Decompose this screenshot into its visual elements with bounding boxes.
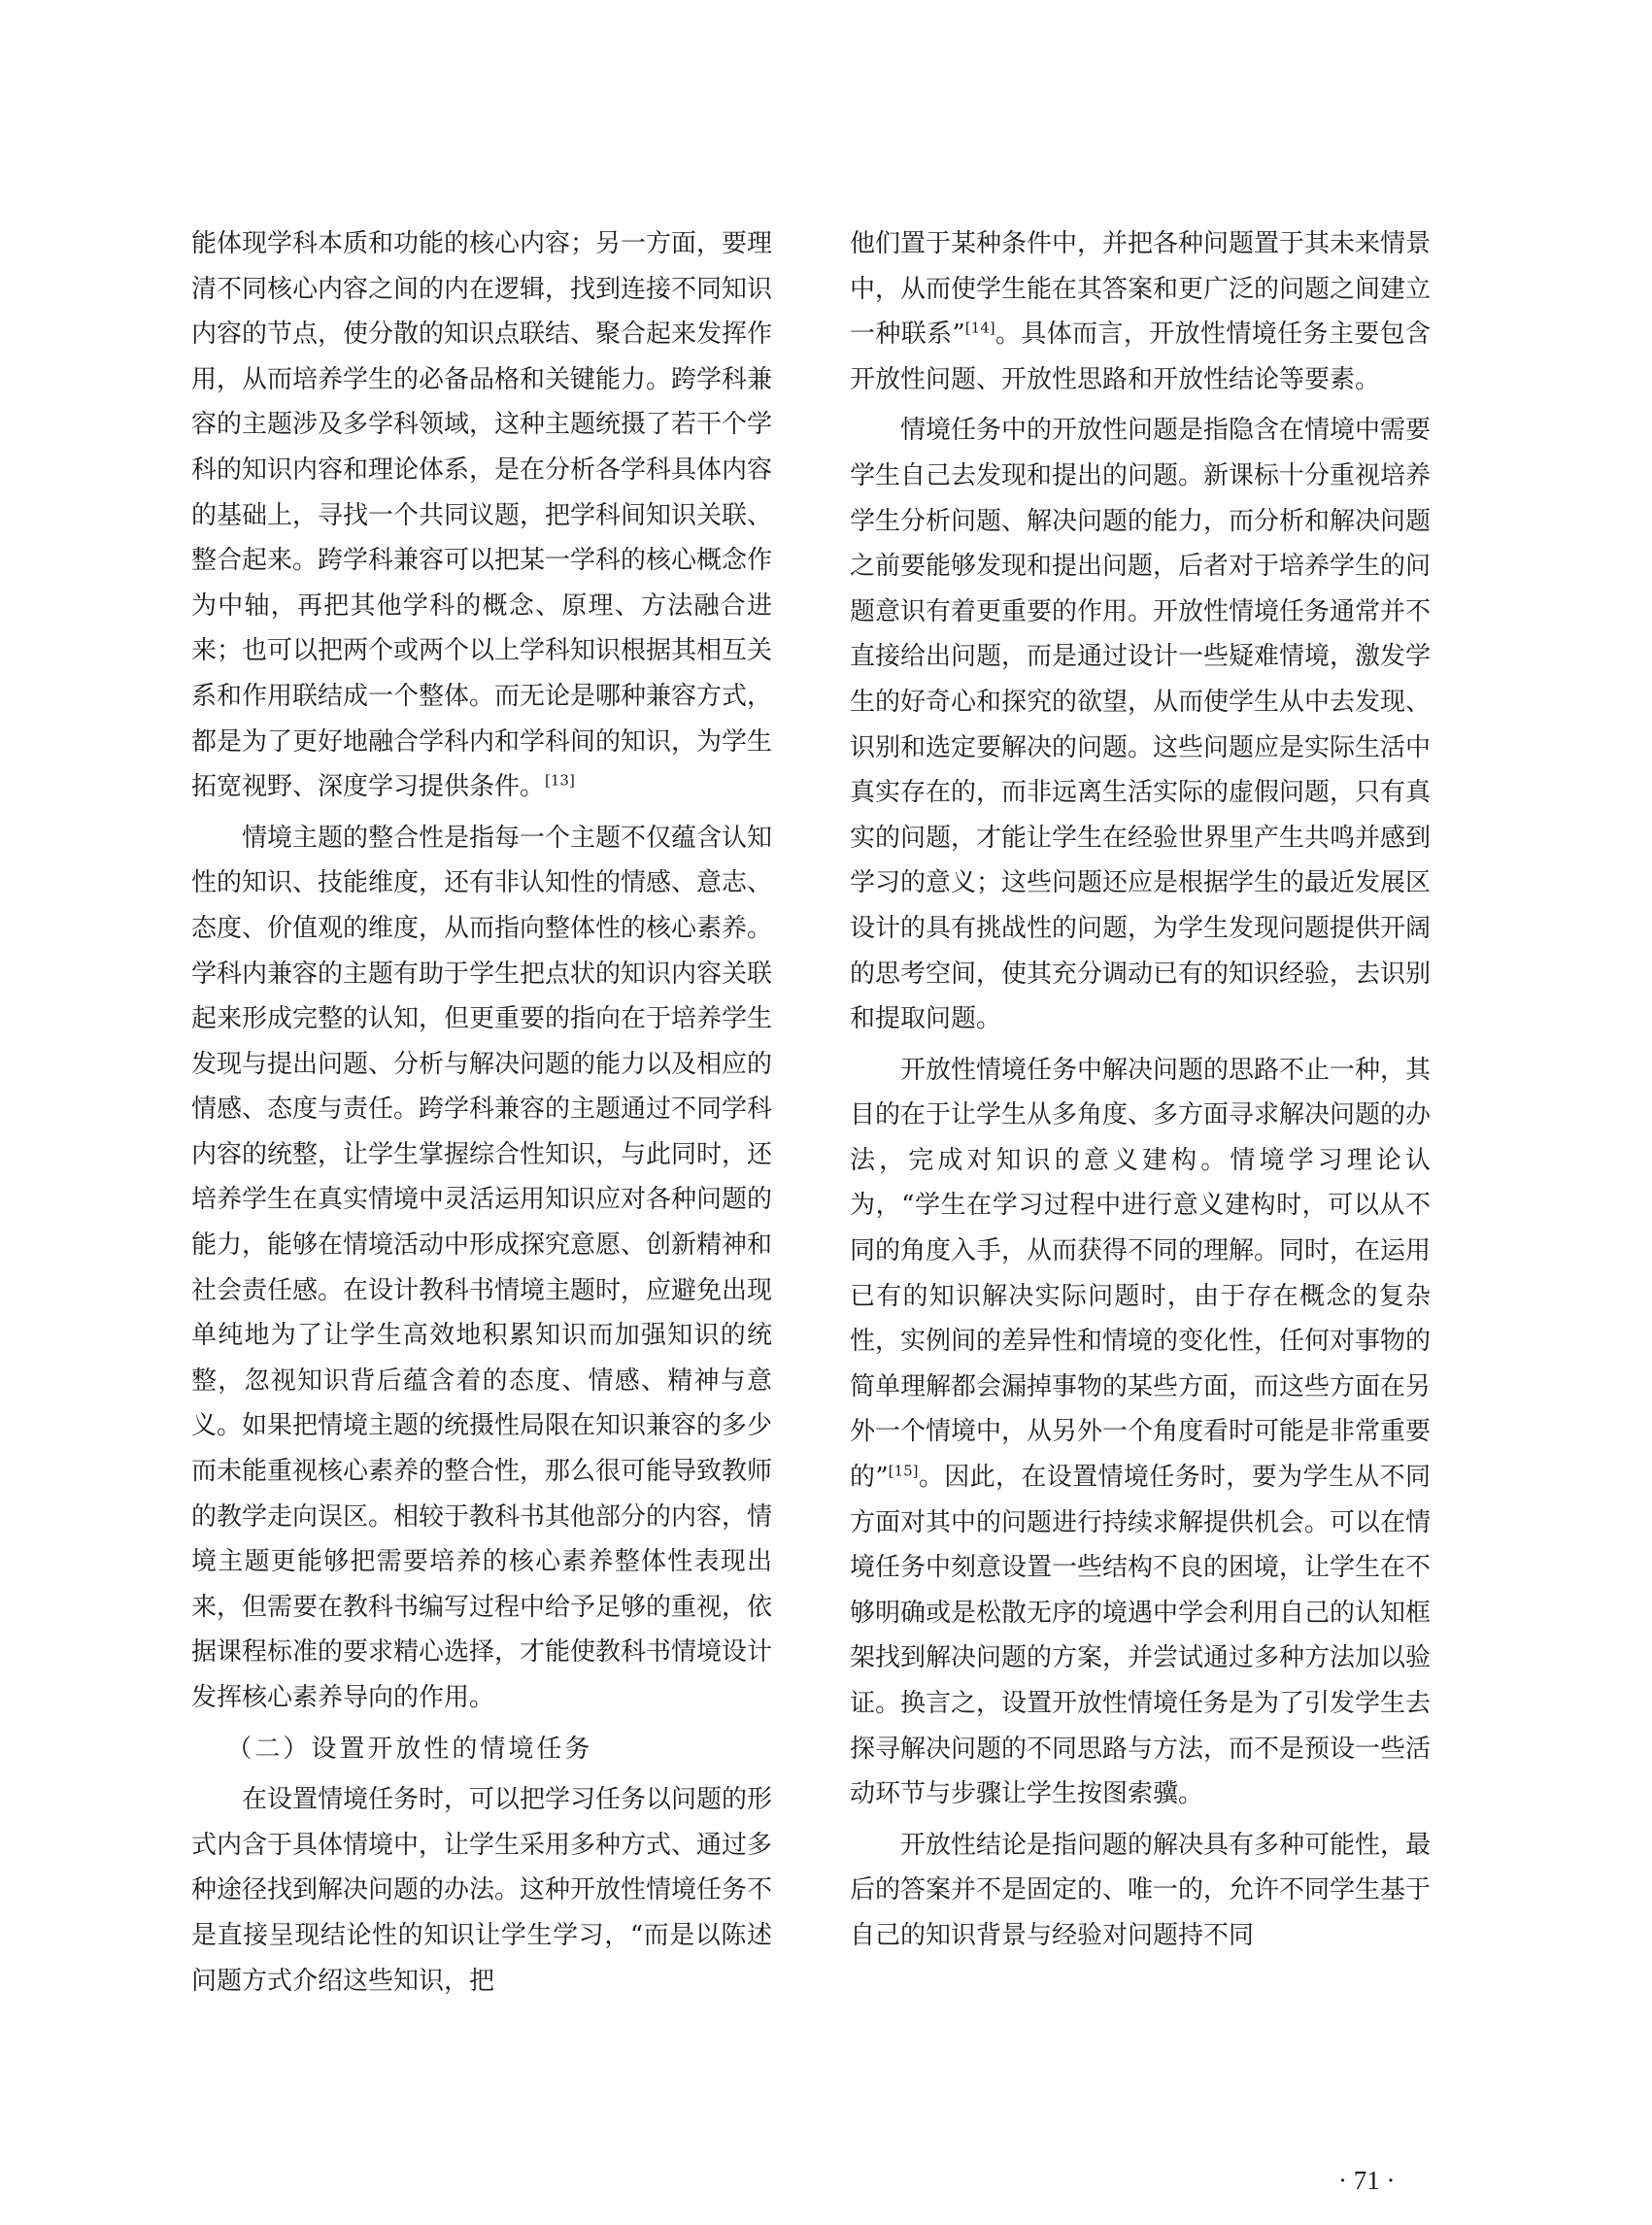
paragraph-text: 开放性情境任务中解决问题的思路不止一种，其目的在于让学生从多角度、多方面寻求解决问题的办法，完成对知识的意义建构。情境学习理论认为，“学生在学习过程中进行意义建构时，可以从不同的角度入手，从而获得不同的理解。同时，在运用已有的知识解决实际问题时，由于存在概念的复杂性，实例间的差异性和情境的变化性，任何对事物的简单理解都会漏掉事物的某些方面，而这些方面在另外一个情境中，从另外一个角度看时可能是非常重要的” [850, 1055, 1432, 1493]
paragraph [191, 221, 772, 810]
page-number: · 71 · [1338, 2166, 1396, 2195]
paragraph-text: 。具体而言，开放性情境任务主要包含开放性问题、开放性思路和开放性结论等要素。 [850, 320, 1431, 394]
citation-ref: [15] [888, 1462, 919, 1480]
paragraph [850, 1048, 1431, 1817]
left-column [191, 221, 772, 2004]
paragraph: 情境主题的整合性是指每一个主题不仅蕴含认知性的知识、技能维度，还有非认知性的情感、意志、态度、价值观的维度，从而指向整体性的核心素养。学科内兼容的主题有助于学生把点状的知识内容关联起来形成完整的认知，但更重要的指向在于培养学生发现与提出问题、分析与解决问题的能力以及相应的情感、态度与责任。跨学科兼容的主题通过不同学科内容的统整，让学生掌握综合性知识，与此同时，还培养学生在真实情境中灵活运用知识应对各种问题的能力，能够在情境活动中形成探究意愿、创新精神和社会责任感。在设计教科书情境主题时，应避免出现单纯地为了让学生高效地积累知识而加强知识的统整，忽视知识背后蕴含着的态度、情感、精神与意义。如果把情境主题的统摄性局限在知识兼容的多少而未能重视核心素养的整合性，那么很可能导致教师的教学走向误区。相较于教科书其他部分的内容，情境主题更能够把需要培养的核心素养整体性表现出来，但需要在教科书编写过程中给予足够的重视，依据课程标准的要求精心选择，才能使教科书情境设计发挥核心素养导向的作用。 [191, 823, 773, 1712]
paragraph-text: 他们置于某种条件中，并把各种问题置于其未来情景中，从而使学生能在其答案和更广泛的问题之间建立一种联系” [850, 229, 1432, 350]
paragraph: 在设置情境任务时，可以把学习任务以问题的形式内含于具体情境中，让学生采用多种方式、通过多种途径找到解决问题的办法。这种开放性情境任务不是直接呈现结论性的知识让学生学习，“而是以陈述问题方式介绍这些知识，把 [191, 1785, 773, 1996]
citation-ref: [13] [545, 771, 575, 790]
right-column [850, 221, 1431, 1959]
paragraph-text: 。因此，在设置情境任务时，要为学生从不同方面对其中的问题进行持续求解提供机会。可以在情境任务中刻意设置一些结构不良的困境，让学生在不够明确或是松散无序的境遇中学会利用自己的认知框架找到解决问题的方案，并尝试通过多种方法加以验证。换言之，设置开放性情境任务是为了引发学生去探寻解决问题的不同思路与方法，而不是预设一些活动环节与步骤让学生按图索骥。 [850, 1463, 1432, 1809]
paragraph: 开放性结论是指问题的解决具有多种可能性，最后的答案并不是固定的、唯一的，允许不同学生基于自己的知识背景与经验对问题持不同 [850, 1830, 1432, 1950]
section-subheading: （二）设置开放性的情境任务 [226, 1734, 593, 1764]
paragraph: 情境任务中的开放性问题是指隐含在情境中需要学生自己去发现和提出的问题。新课标十分重视培养学生分析问题、解决问题的能力，而分析和解决问题之前要能够发现和提出问题，后者对于培养学生的问题意识有着更重要的作用。开放性情境任务通常并不直接给出问题，而是通过设计一些疑难情境，激发学生的好奇心和探究的欲望，从而使学生从中去发现、识别和选定要解决的问题。这些问题应是实际生活中真实存在的，而非远离生活实际的虚假问题，只有真实的问题，才能让学生在经验世界里产生共鸣并感到学习的意义；这些问题还应是根据学生的最近发展区设计的具有挑战性的问题，为学生发现问题提供开阔的思考空间，使其充分调动已有的知识经验，去识别和提取问题。 [850, 416, 1432, 1034]
citation-ref: [14] [964, 319, 995, 337]
paragraph-text: 能体现学科本质和功能的核心内容；另一方面，要理清不同核心内容之间的内在逻辑，找到连接不同知识内容的节点，使分散的知识点联结、聚合起来发挥作用，从而培养学生的必备品格和关键能力。跨学科兼容的主题涉及多学科领域，这种主题统摄了若干个学科的知识内容和理论体系，是在分析各学科具体内容的基础上，寻找一个共同议题，把学科间知识关联、整合起来。跨学科兼容可以把某一学科的核心概念作为中轴，再把其他学科的概念、原理、方法融合进来；也可以把两个或两个以上学科知识根据其相互关系和作用联结成一个整体。而无论是哪种兼容方式，都是为了更好地融合学科内和学科间的知识，为学生拓宽视野、深度学习提供条件。 [191, 229, 773, 802]
paragraph [850, 221, 1431, 402]
